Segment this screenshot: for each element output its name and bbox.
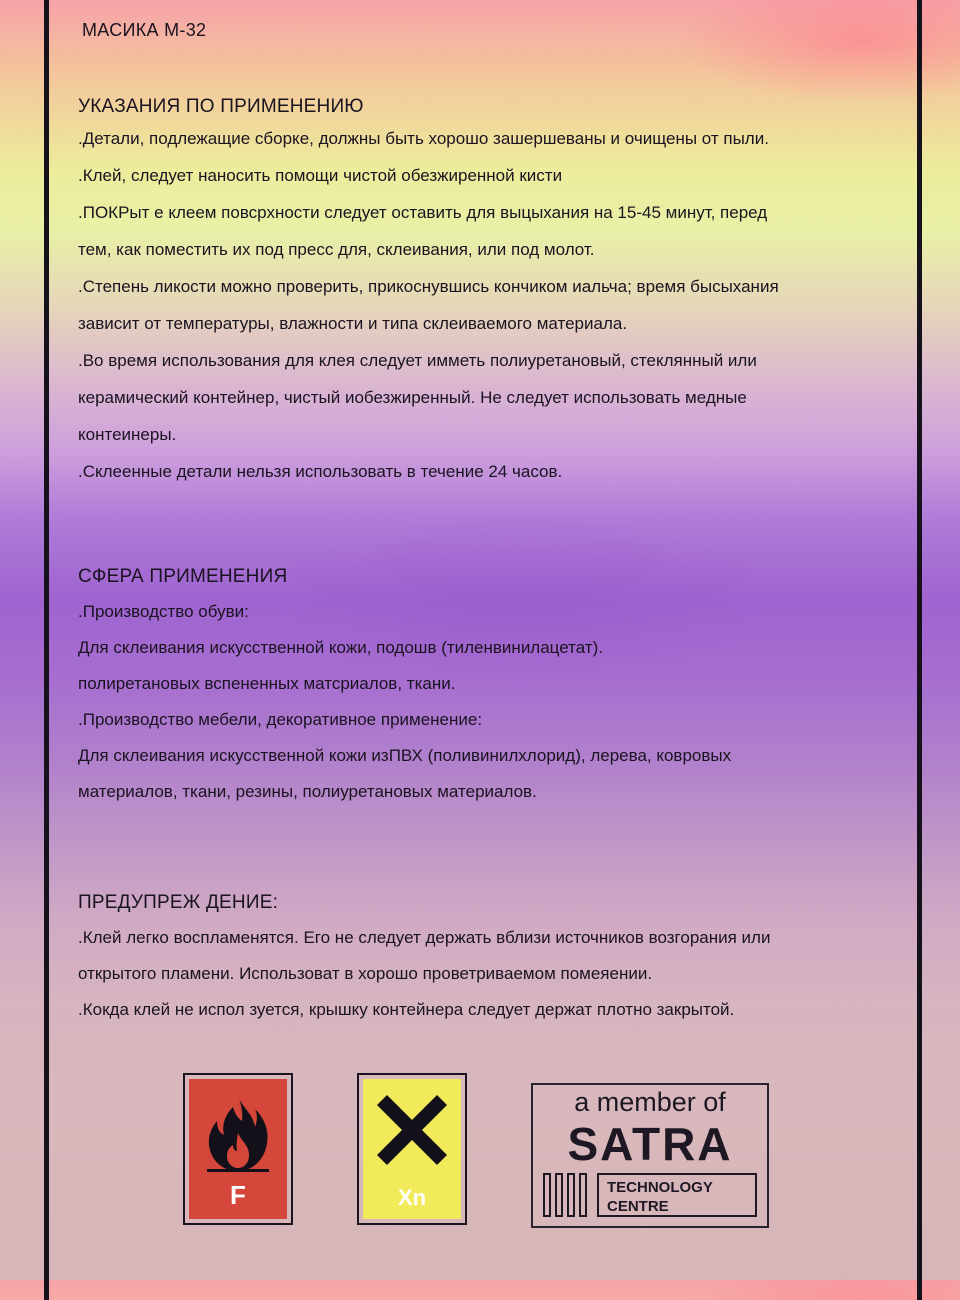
scope-line: .Производство обуви: <box>78 602 249 621</box>
harmful-hazard-symbol <box>357 1073 467 1225</box>
warning-line: .Кокда клей не испол зуется, крышку контейнера следует держат плотно закрытой. <box>78 1000 735 1019</box>
satra-tech-line2: CENTRE <box>607 1198 669 1215</box>
product-title: МАСИКА М-32 <box>82 20 207 40</box>
scope-line: полиретановых вспененных матсриалов, ткани. <box>78 674 456 693</box>
warning-line: .Клей легко воспламенятся. Его не следует держать вблизи источников возгорания или <box>78 928 771 947</box>
flame-icon <box>203 1093 273 1173</box>
scope-line: Для склеивания искусственной кожи, подошв (тиленвинилацетат). <box>78 638 603 657</box>
scope-heading: СФЕРА ПРИМЕНЕНИЯ <box>78 566 288 587</box>
satra-member-text: a member of <box>574 1087 726 1117</box>
usage-line: .Детали, подлежащие сборке, должны быть хорошо зашершеваны и очищены от пыли. <box>78 129 769 148</box>
usage-line: .Во время использования для клея следует имметь полиуретановый, стеклянный или <box>78 351 757 370</box>
scope-line: .Производство мебели, декоративное применение: <box>78 710 483 729</box>
usage-line: контеинеры. <box>78 425 177 444</box>
scope-line: материалов, ткани, резины, полиуретановых материалов. <box>78 782 537 801</box>
warning-heading: ПРЕДУПРЕЖ ДЕНИЕ: <box>78 892 279 913</box>
usage-line: тем, как поместить их под пресс для, склеивания, или под молот. <box>78 240 595 259</box>
usage-line: .Клей, следует наносить помощи чистой обезжиренной кисти <box>78 166 563 185</box>
usage-line: .ПОКРыт е клеем повсрхности следует оставить для выцыхания на 15-45 минут, перед <box>78 203 768 222</box>
usage-instructions-section <box>78 96 908 490</box>
usage-line: зависит от температуры, влажности и типа склеиваемого материала. <box>78 314 628 333</box>
warning-line: открытого пламени. Использоват в хорошо проветриваемом помеяении. <box>78 964 653 983</box>
satra-technology-centre <box>597 1173 757 1217</box>
warning-section <box>78 892 908 1028</box>
flammable-letter: F <box>230 1180 246 1210</box>
satra-brand: SATRA <box>567 1118 733 1170</box>
scope-of-application-section <box>78 566 908 810</box>
satra-bars-icon <box>543 1173 597 1217</box>
scope-line: Для склеивания искусственной кожи изПВХ (поливинилхлорид), лерева, ковровых <box>78 746 732 765</box>
harmful-letter: Xn <box>397 1185 427 1210</box>
usage-line: керамический контейнер, чистый иобезжиренный. Не следует использовать медные <box>78 388 747 407</box>
usage-heading: УКАЗАНИЯ ПО ПРИМЕНЕНИЮ <box>78 96 364 117</box>
usage-line: .Степень ликости можно проверить, прикоснувшись кончиком иальча; время бысыхания <box>78 277 779 296</box>
satra-tech-line1: TECHNOLOGY <box>607 1179 713 1196</box>
cross-icon <box>375 1093 449 1167</box>
usage-line: .Склеенные детали нельзя использовать в течение 24 часов. <box>78 462 563 481</box>
satra-member-logo <box>531 1083 769 1228</box>
flammable-hazard-symbol <box>183 1073 293 1225</box>
